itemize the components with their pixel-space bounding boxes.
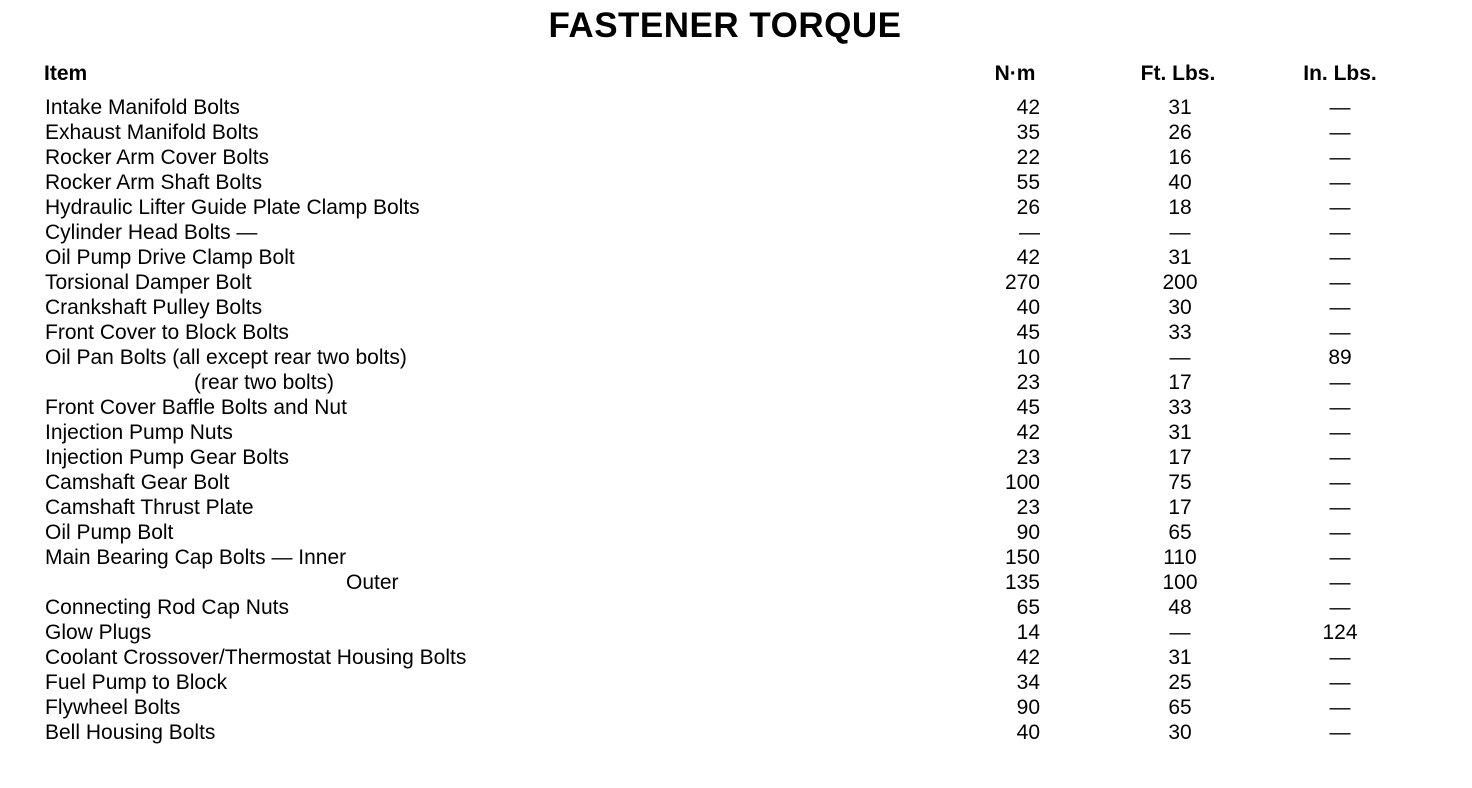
table-row xyxy=(0,520,1472,545)
ft-lbs-value: 16 xyxy=(1168,146,1192,169)
item-name: Front Cover to Block Bolts xyxy=(45,321,289,344)
ft-lbs-value: 30 xyxy=(1168,721,1192,744)
nm-value: 23 xyxy=(1016,446,1040,469)
table-header xyxy=(0,62,1472,88)
in-lbs-value: — xyxy=(1329,196,1351,219)
item-name: Exhaust Manifold Bolts xyxy=(45,121,259,144)
ft-lbs-value: 40 xyxy=(1168,171,1192,194)
in-lbs-value: — xyxy=(1329,246,1351,269)
in-lbs-value: — xyxy=(1329,671,1351,694)
item-name: Glow Plugs xyxy=(45,621,152,644)
nm-value: 40 xyxy=(1016,296,1040,319)
nm-value: 90 xyxy=(1016,521,1040,544)
in-lbs-value: — xyxy=(1329,646,1351,669)
column-header-nm: N·m xyxy=(994,62,1036,85)
in-lbs-value: — xyxy=(1329,596,1351,619)
ft-lbs-value: 31 xyxy=(1168,96,1192,119)
ft-lbs-value: 25 xyxy=(1168,671,1192,694)
in-lbs-value: 89 xyxy=(1328,346,1352,369)
nm-value: 40 xyxy=(1016,721,1040,744)
item-name: Injection Pump Gear Bolts xyxy=(45,446,289,469)
table-row xyxy=(0,370,1472,395)
ft-lbs-value: 33 xyxy=(1168,396,1192,419)
item-name: Connecting Rod Cap Nuts xyxy=(45,596,289,619)
nm-value: 90 xyxy=(1016,696,1040,719)
item-name: Rocker Arm Shaft Bolts xyxy=(45,171,263,194)
ft-lbs-value: 48 xyxy=(1168,596,1192,619)
in-lbs-value: — xyxy=(1329,396,1351,419)
item-name: Injection Pump Nuts xyxy=(45,421,233,444)
table-row xyxy=(0,645,1472,670)
nm-value: 34 xyxy=(1016,671,1040,694)
ft-lbs-value: 110 xyxy=(1163,546,1197,569)
item-name: Camshaft Thrust Plate xyxy=(45,496,254,519)
table-row xyxy=(0,295,1472,320)
ft-lbs-value: 65 xyxy=(1168,521,1192,544)
table-row xyxy=(0,445,1472,470)
nm-value: 23 xyxy=(1016,371,1040,394)
ft-lbs-value: 30 xyxy=(1168,296,1192,319)
nm-value: 42 xyxy=(1016,421,1040,444)
ft-lbs-value: — xyxy=(1169,621,1191,644)
in-lbs-value: — xyxy=(1329,371,1351,394)
table-row xyxy=(0,170,1472,195)
nm-value: 150 xyxy=(1004,546,1040,569)
column-header-ft-lbs: Ft. Lbs. xyxy=(1140,62,1216,85)
ft-lbs-value: — xyxy=(1169,221,1191,244)
in-lbs-value: — xyxy=(1329,121,1351,144)
in-lbs-value: 124 xyxy=(1322,621,1358,644)
table-row xyxy=(0,220,1472,245)
nm-value: 55 xyxy=(1016,171,1040,194)
nm-value: 23 xyxy=(1016,496,1040,519)
table-row xyxy=(0,95,1472,120)
in-lbs-value: — xyxy=(1329,271,1351,294)
table-row xyxy=(0,420,1472,445)
in-lbs-value: — xyxy=(1329,471,1351,494)
item-name: Intake Manifold Bolts xyxy=(45,96,240,119)
table-row xyxy=(0,395,1472,420)
ft-lbs-value: 18 xyxy=(1168,196,1192,219)
nm-value: 35 xyxy=(1016,121,1040,144)
in-lbs-value: — xyxy=(1329,171,1351,194)
table-row xyxy=(0,720,1472,745)
in-lbs-value: — xyxy=(1329,571,1351,594)
table-row xyxy=(0,470,1472,495)
nm-value: — xyxy=(1019,221,1040,244)
item-name: Oil Pump Drive Clamp Bolt xyxy=(45,246,295,269)
nm-value: 42 xyxy=(1016,646,1040,669)
nm-value: 100 xyxy=(1004,471,1040,494)
ft-lbs-value: 31 xyxy=(1168,421,1192,444)
ft-lbs-value: 17 xyxy=(1168,496,1192,519)
column-header-in-lbs: In. Lbs. xyxy=(1303,62,1377,85)
table-row xyxy=(0,120,1472,145)
item-name: Crankshaft Pulley Bolts xyxy=(45,296,263,319)
item-name: Bell Housing Bolts xyxy=(45,721,216,744)
nm-value: 45 xyxy=(1016,321,1040,344)
ft-lbs-value: 75 xyxy=(1168,471,1192,494)
table-row xyxy=(0,495,1472,520)
table-row xyxy=(0,270,1472,295)
item-name: Rocker Arm Cover Bolts xyxy=(45,146,270,169)
item-name: Oil Pump Bolt xyxy=(45,521,174,544)
nm-value: 14 xyxy=(1016,621,1040,644)
ft-lbs-value: 65 xyxy=(1168,696,1192,719)
table-row xyxy=(0,145,1472,170)
table-row xyxy=(0,695,1472,720)
table-row xyxy=(0,345,1472,370)
table-row xyxy=(0,320,1472,345)
item-name: Outer xyxy=(346,571,399,594)
table-row xyxy=(0,595,1472,620)
in-lbs-value: — xyxy=(1329,146,1351,169)
nm-value: 42 xyxy=(1016,96,1040,119)
nm-value: 22 xyxy=(1016,146,1040,169)
in-lbs-value: — xyxy=(1329,421,1351,444)
in-lbs-value: — xyxy=(1329,546,1351,569)
nm-value: 65 xyxy=(1016,596,1040,619)
ft-lbs-value: 100 xyxy=(1162,571,1198,594)
item-name: Main Bearing Cap Bolts — Inner xyxy=(45,546,347,569)
ft-lbs-value: 31 xyxy=(1168,246,1192,269)
ft-lbs-value: 26 xyxy=(1168,121,1192,144)
in-lbs-value: — xyxy=(1329,721,1351,744)
in-lbs-value: — xyxy=(1329,296,1351,319)
table-row xyxy=(0,245,1472,270)
nm-value: 26 xyxy=(1016,196,1040,219)
in-lbs-value: — xyxy=(1329,96,1351,119)
table-row xyxy=(0,545,1472,570)
ft-lbs-value: 31 xyxy=(1168,646,1192,669)
nm-value: 45 xyxy=(1016,396,1040,419)
item-name: Hydraulic Lifter Guide Plate Clamp Bolts xyxy=(45,196,420,219)
item-name: Flywheel Bolts xyxy=(45,696,181,719)
item-name: Oil Pan Bolts (all except rear two bolts) xyxy=(45,346,407,369)
item-name: Front Cover Baffle Bolts and Nut xyxy=(45,396,347,419)
in-lbs-value: — xyxy=(1329,321,1351,344)
table-row xyxy=(0,570,1472,595)
ft-lbs-value: — xyxy=(1169,346,1191,369)
in-lbs-value: — xyxy=(1329,521,1351,544)
ft-lbs-value: 17 xyxy=(1168,371,1192,394)
in-lbs-value: — xyxy=(1329,496,1351,519)
item-name: (rear two bolts) xyxy=(194,371,335,394)
item-name: Coolant Crossover/Thermostat Housing Bolts xyxy=(45,646,467,669)
nm-value: 42 xyxy=(1016,246,1040,269)
item-name: Torsional Damper Bolt xyxy=(45,271,252,294)
nm-value: 270 xyxy=(1004,271,1040,294)
table-row xyxy=(0,195,1472,220)
ft-lbs-value: 33 xyxy=(1168,321,1192,344)
page-title: FASTENER TORQUE xyxy=(548,6,902,45)
item-name: Camshaft Gear Bolt xyxy=(45,471,230,494)
item-name: Fuel Pump to Block xyxy=(45,671,228,694)
nm-value: 135 xyxy=(1004,571,1040,594)
table-row xyxy=(0,620,1472,645)
in-lbs-value: — xyxy=(1329,696,1351,719)
item-name: Cylinder Head Bolts — xyxy=(45,221,258,244)
in-lbs-value: — xyxy=(1329,446,1351,469)
nm-value: 10 xyxy=(1016,346,1040,369)
torque-table xyxy=(0,95,1472,745)
in-lbs-value: — xyxy=(1329,221,1351,244)
ft-lbs-value: 200 xyxy=(1162,271,1198,294)
column-header-item: Item xyxy=(44,62,88,85)
table-row xyxy=(0,670,1472,695)
ft-lbs-value: 17 xyxy=(1168,446,1192,469)
